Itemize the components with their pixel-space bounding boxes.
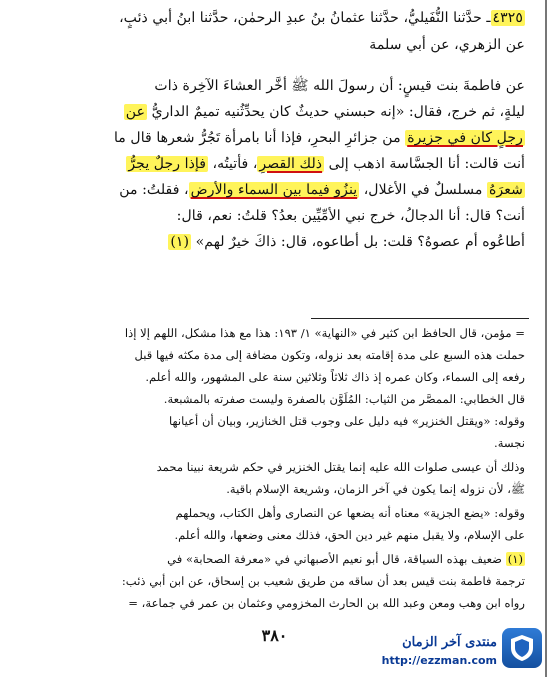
text-segment: رواه ابن وهب ومعن وعبد الله بن الحارث المخزومي وعثمان بن عمر في جماعة، = (128, 596, 525, 610)
footnote-line (164, 392, 525, 406)
text-segment: أطاعُوه أم عصوهُ؟ قلت: بل أطاعوه، قال: ذاكَ خيرٌ لهم» (191, 234, 525, 250)
highlighted-text: (١) (170, 234, 190, 250)
highlighted-text: عن (125, 104, 146, 120)
text-segment: مسلسلٌ في الأغلال، (359, 182, 487, 198)
matn-line (177, 208, 525, 224)
text-segment: قال الخطابي: الممصَّر من الثياب: المُلَوَّن بالصفرة وليست صفرته بالمشبعة. (163, 392, 525, 406)
matn-line (168, 234, 525, 250)
footnote-line (157, 460, 525, 474)
text-segment: من جزائرِ البحرِ، فإذا أنا بامرأة تَجُرُّ شعرها قال ما (113, 130, 406, 146)
matn-line (124, 104, 525, 120)
footnote-line (174, 528, 525, 542)
footnote-separator (311, 318, 529, 319)
text-segment: ، فأتيتُه، (208, 156, 258, 172)
text-segment: = مؤمن، قال الحافظ ابن كثير في «النهاية» ١/ ١٩٣: هذا مع هذا مشكل، اللهم إلا إذا (124, 326, 525, 340)
highlighted-text: شعرَهُ (489, 182, 523, 198)
text-segment: ، فقلتُ: من (119, 182, 189, 198)
highlighted-text: رجلٍ كان في جزيرة (407, 130, 523, 146)
matn-line (154, 78, 525, 98)
footnote-line (494, 436, 525, 450)
text-segment: وقوله: «يضع الجزية» معناه أنه يضعها عن النصارى وأهل الكتاب، ويحملهم (175, 506, 525, 520)
matn-line (114, 130, 525, 146)
shield-logo-icon (502, 628, 542, 668)
text-segment: ليلةٍ، ثم خرج، فقال: «إنه حبسني حديثٌ كان يحدِّثُنيه تميمٌ الداريُّ (147, 104, 525, 120)
footnote-line (135, 348, 526, 362)
text-segment: وذلك أن عيسى صلوات الله عليه إنما يقتل الخنزير في حكم شريعة نبينا محمد (156, 460, 525, 474)
footnote-line (122, 574, 525, 588)
matn-line (126, 156, 525, 172)
page-number: ٣٨٠ (261, 626, 288, 645)
text-segment: رفعه إلى السماء، وكان عمره إذ ذاك ثلاثاً وثلاثين سنة على المشهور، والله أعلم. (145, 370, 525, 384)
highlighted-text: (١) (507, 552, 523, 566)
footnote-line (176, 506, 525, 520)
text-segment: ﷺ، لأن نزوله إنما يكون في آخر الزمان، وشريعة الإسلام باقية. (226, 482, 525, 496)
footnote-line (145, 370, 525, 384)
text-segment: عن فاطمةَ بنت قيسٍ: أن رسولَ الله ﷺ أخَّر العشاءَ الآخِرة ذات (154, 78, 525, 94)
text-segment: وقوله: «ويقتل الخنزير» فيه دليل على وجوب قتل الخنازير، وبيان أن أعيانها (169, 414, 525, 428)
text-segment: ضعيف بهذه السياقة، قال أبو نعيم الأصبهاني في «معرفة الصحابة» في (167, 552, 506, 566)
hadith-number: ٤٣٢٥ (492, 10, 523, 26)
hadith-isnad-line-1 (119, 10, 525, 26)
forum-url[interactable]: http://ezzman.com (381, 654, 497, 667)
highlighted-text: ينزُو فيما بين السماء والأرض (190, 182, 358, 198)
text-segment: على الإسلام، ولا يقبل منهم غير دين الحق، فذلك معنى وضعها، والله أعلم. (174, 528, 525, 542)
footnote-line (125, 326, 525, 340)
forum-name: منتدى آخر الزمان (402, 635, 497, 650)
highlighted-text: ذلك القصرِ (259, 156, 323, 172)
text-segment: أنت؟ قال: أنا الدجالُ، خرج نبي الأمِّيِّين بعدُ؟ قلتُ: نعم، قال: (176, 208, 525, 224)
text-segment: أنت قالت: أنا الجسَّاسة اذهب إلى (324, 156, 525, 172)
page-edge-rule (545, 0, 547, 677)
text-segment: حملت هذه السبع على مدة إقامته بعد نزوله، وتكون مضافة إلى مدة مكثه فيها قبل (134, 348, 525, 362)
footnote-line (226, 482, 525, 499)
footnote-line (167, 552, 525, 566)
text-segment: نجسة. (494, 436, 525, 450)
isnad-text: ـ حدَّثنا النُّفَيليُّ، حدَّثنا عثمانُ بنُ عبدِ الرحمٰن، حدَّثنا ابنُ أبي ذئبٍ، (119, 10, 491, 26)
matn-line (119, 182, 525, 198)
footnote-line (128, 596, 525, 610)
footnote-line (169, 414, 525, 428)
text-segment: ترجمة فاطمة بنت قيس بعد أن ساقه من طريق شعيب بن إسحاق، عن ابن أبي ذئب: (121, 574, 525, 588)
hadith-isnad-line-2: عن الزهري، عن أبي سلمة (369, 37, 525, 53)
highlighted-text: فإذا رجلٌ يجرُّ (128, 156, 207, 172)
